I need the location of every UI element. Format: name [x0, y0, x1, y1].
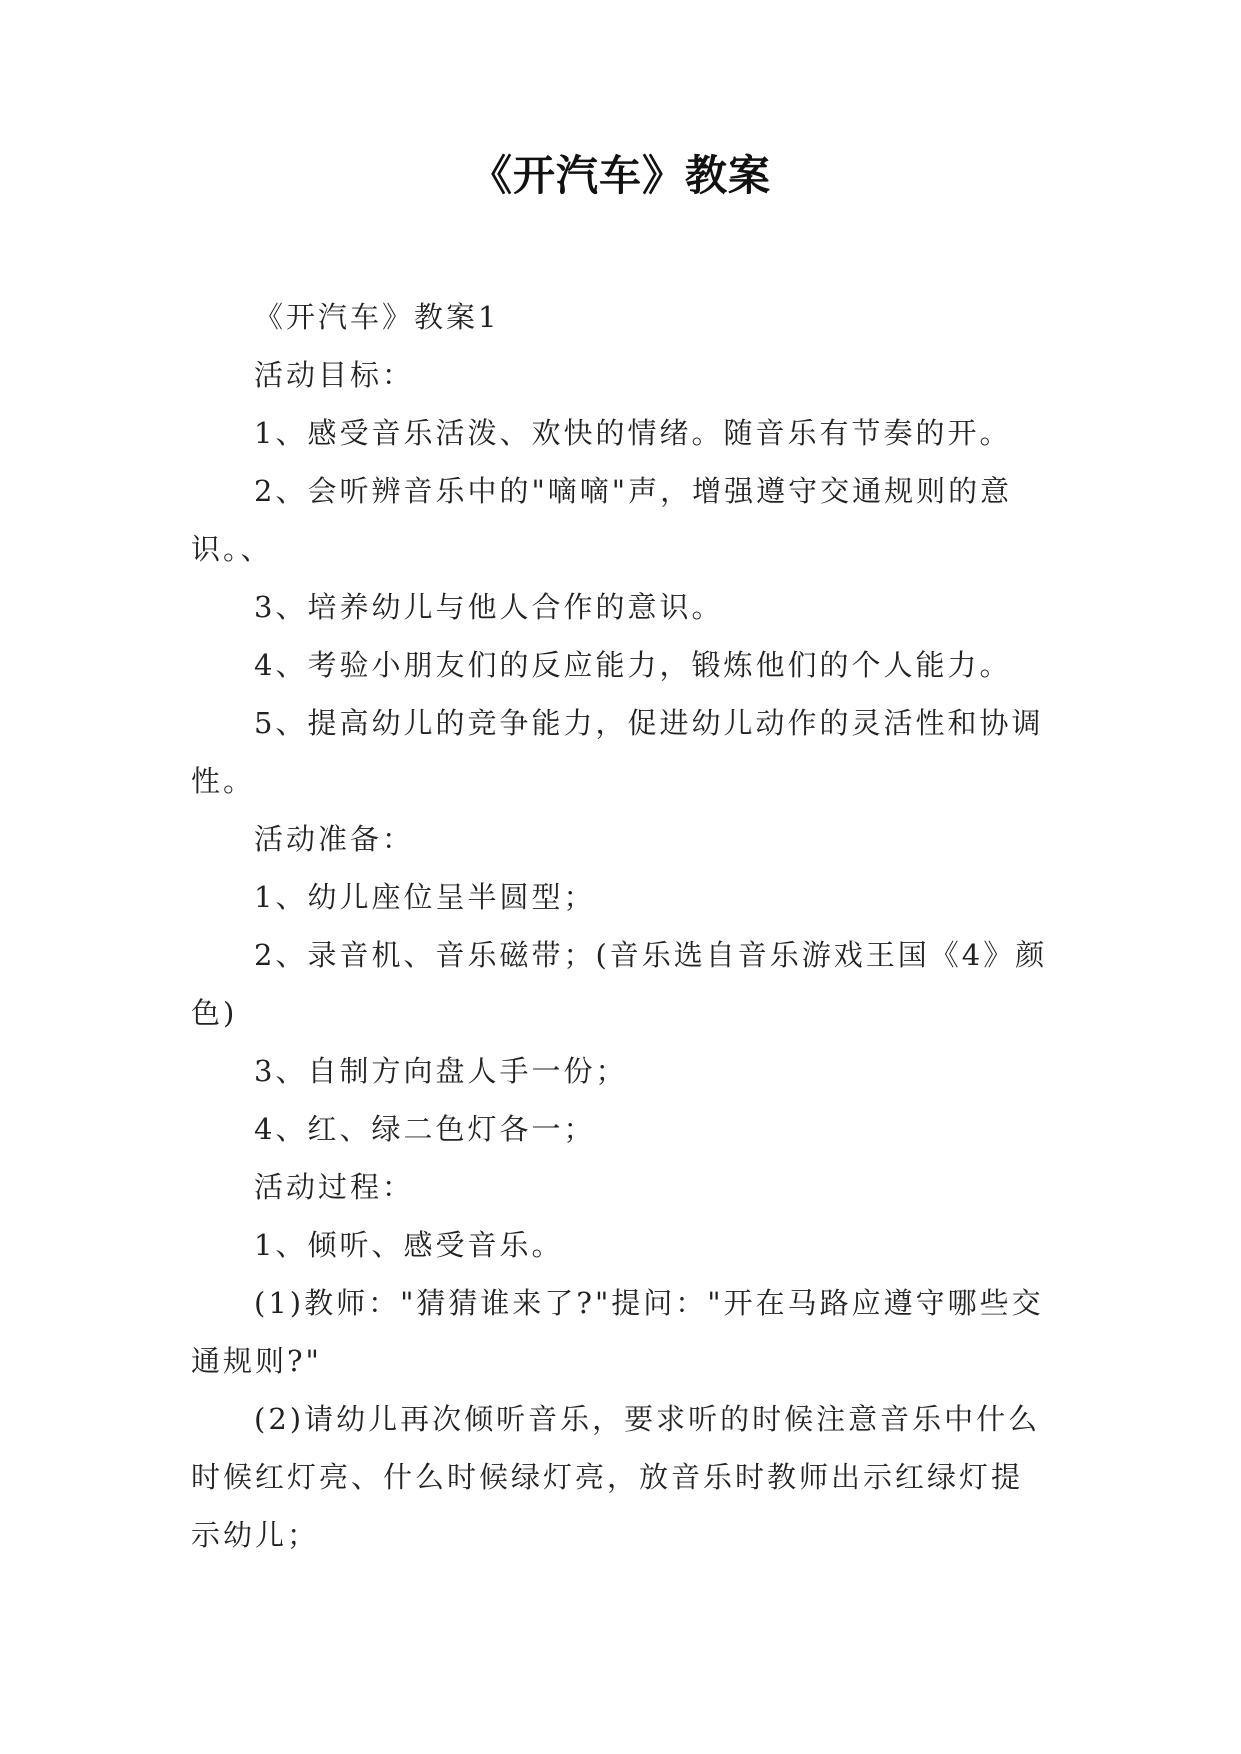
- document-title: 《开汽车》教案: [469, 151, 771, 200]
- section-heading-goals: 活动目标：: [254, 358, 415, 392]
- preparation-item: 4、红、绿二色灯各一；: [254, 1112, 596, 1146]
- section-heading-process: 活动过程：: [254, 1170, 415, 1204]
- section-heading-preparation: 活动准备：: [254, 822, 415, 856]
- lesson-heading: 《开汽车》教案1: [254, 300, 500, 334]
- goal-item: 4、考验小朋友们的反应能力，锻炼他们的个人能力。: [254, 648, 1012, 682]
- preparation-item: 2、录音机、音乐磁带；(音乐选自音乐游戏王国《4》颜色): [191, 938, 1048, 1030]
- process-substep: (2)请幼儿再次倾听音乐，要求听的时候注意音乐中什么时候红灯亮、什么时候绿灯亮，放音乐时教师出示红绿灯提示幼儿；: [191, 1402, 1041, 1552]
- document-body: [191, 288, 1051, 1564]
- preparation-item: 3、自制方向盘人手一份；: [254, 1054, 628, 1088]
- process-substep: (1)教师："猜猜谁来了?"提问："开在马路应遵守哪些交通规则?": [191, 1286, 1044, 1378]
- goal-item: 3、培养幼儿与他人合作的意识。: [254, 590, 724, 624]
- preparation-item: 1、幼儿座位呈半圆型；: [254, 880, 596, 914]
- process-step: 1、倾听、感受音乐。: [254, 1228, 564, 1262]
- goal-item: 1、感受音乐活泼、欢快的情绪。随音乐有节奏的开。: [254, 416, 1012, 450]
- goal-item: 2、会听辨音乐中的"嘀嘀"声，增强遵守交通规则的意识。、: [191, 474, 1013, 566]
- goal-item: 5、提高幼儿的竞争能力，促进幼儿动作的灵活性和协调性。: [191, 706, 1044, 798]
